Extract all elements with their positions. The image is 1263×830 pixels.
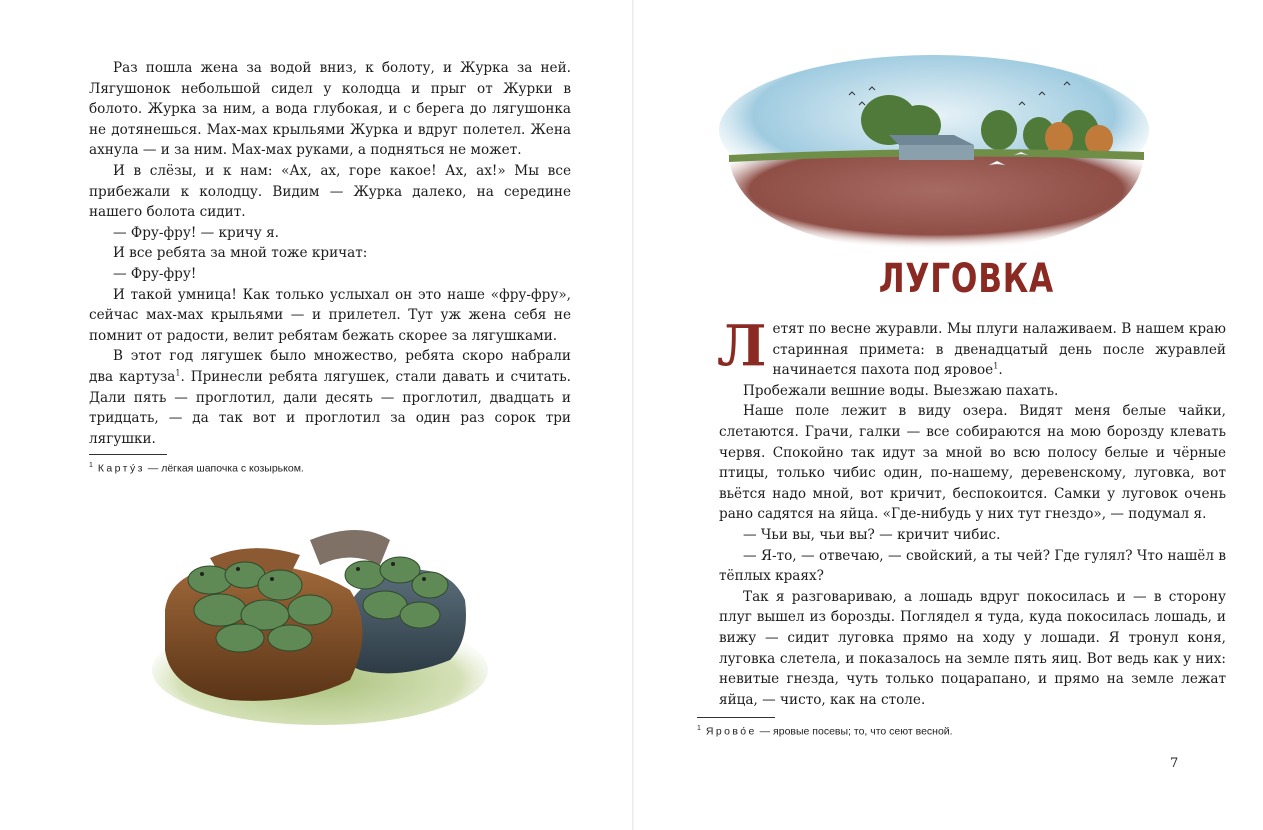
left-page-body bbox=[89, 58, 571, 449]
footnote-rule bbox=[697, 717, 775, 718]
right-page-body bbox=[717, 313, 1226, 710]
footnote-reference: 1 bbox=[175, 368, 181, 378]
paragraph: И такой умница! Как только услыхал он это наше «фру-фру», сейчас мах-мах крыльями — и прилетел. Тут уж жена себя не помнит от радости, велит ребятам бежать скорее за лягушками. bbox=[89, 286, 571, 344]
footnote-rule bbox=[89, 454, 167, 455]
paragraph: Пробежали вешние воды. Выезжаю пахать. bbox=[743, 382, 1059, 399]
chapter-title: ЛУГОВКА bbox=[878, 256, 1054, 302]
footnote-reference: 1 bbox=[993, 361, 999, 371]
paragraph bbox=[717, 313, 1226, 381]
paragraph-text: В этот год лягушек было множество, ребята скоро набрали два картуза bbox=[89, 348, 571, 385]
paragraph-text: етят по весне журавли. Мы плуги налаживаем. В нашем краю старинная примета: в двенадцатый день после журавлей начинается пахота под яровое bbox=[772, 321, 1226, 379]
paragraph: — Фру-фру! bbox=[113, 265, 197, 282]
right-page bbox=[634, 0, 1263, 830]
paragraph: — Я-то, — отвечаю, — свойский, а ты чей? Где гулял? Что нашёл в тёплых краях? bbox=[719, 547, 1226, 585]
paragraph: Раз пошла жена за водой вниз, к болоту, и Журка за ней. Лягушонок небольшой сидел у колодца и прыг от Журки в болото. Журка за ним, а вода глубокая, и с берега до лягушонка не дотянешься. Мах-мах крыльями Журка и вдруг полетел. Жена ахнула — и за ним. Мах-мах руками, а подняться не может. bbox=[89, 60, 571, 159]
footnote bbox=[697, 725, 953, 738]
dropcap: Л bbox=[717, 313, 767, 379]
footnote-term: Карту́з bbox=[97, 462, 145, 475]
frogs-in-caps-illustration bbox=[150, 520, 490, 725]
footnote-term: Ярово́е bbox=[705, 725, 757, 738]
footnote-mark: 1 bbox=[697, 725, 701, 732]
field-landscape-illustration bbox=[719, 50, 1149, 250]
page-number: 7 bbox=[1170, 756, 1179, 771]
paragraph: И в слёзы, и к нам: «Ах, ах, горе какое! Ах, ах!» Мы все прибежали к колодцу. Видим — Журка далеко, на середине нашего болота сидит. bbox=[89, 162, 571, 221]
paragraph: И все ребята за мной тоже кричат: bbox=[113, 245, 368, 262]
footnote-definition: — яровые посевы; то, что сеют весной. bbox=[756, 725, 953, 738]
paragraph: — Чьи вы, чьи вы? — кричит чибис. bbox=[743, 526, 1001, 543]
paragraph: — Фру-фру! — кричу я. bbox=[113, 224, 279, 241]
footnote bbox=[89, 462, 304, 475]
paragraph: Наше поле лежит в виду озера. Видят меня белые чайки, слетаются. Грачи, галки — все собираются на мою борозду клевать червя. Спокойно так идут за мной во всю полосу белые и чёрные птицы, только чибис один, по-нашему, деревенскому, луговка, вот вьётся надо мной, вот кричит, беспокоится. Самки у луговок очень рано садятся на яйца. «Где-нибудь у них тут гнездо», — подумал я. bbox=[719, 403, 1226, 523]
paragraph: Так я разговариваю, а лошадь вдруг покосилась и — в сторону плуг вышел из борозды. Поглядел я туда, куда покосилась лошадь, и вижу — сидит луговка прямо на ходу у лошади. Я тронул коня, луговка слетела, и показалось на земле пять яиц. Вот ведь как у них: невитые гнезда, чуть только поцарапано, и прямо на земле лежат яйца, — чисто, как на столе. bbox=[719, 588, 1226, 708]
footnote-mark: 1 bbox=[89, 462, 93, 469]
paragraph-text: . Принесли ребята лягушек, стали давать и считать. Дали пять — проглотил, дали десять — проглотил, двадцать и тридцать, — да так вот и проглотил за один раз сорок три лягушки. bbox=[89, 368, 571, 447]
paragraph-text: . bbox=[998, 362, 1003, 379]
paragraph bbox=[89, 346, 571, 449]
footnote-definition: — лёгкая шапочка с козырьком. bbox=[144, 462, 304, 475]
